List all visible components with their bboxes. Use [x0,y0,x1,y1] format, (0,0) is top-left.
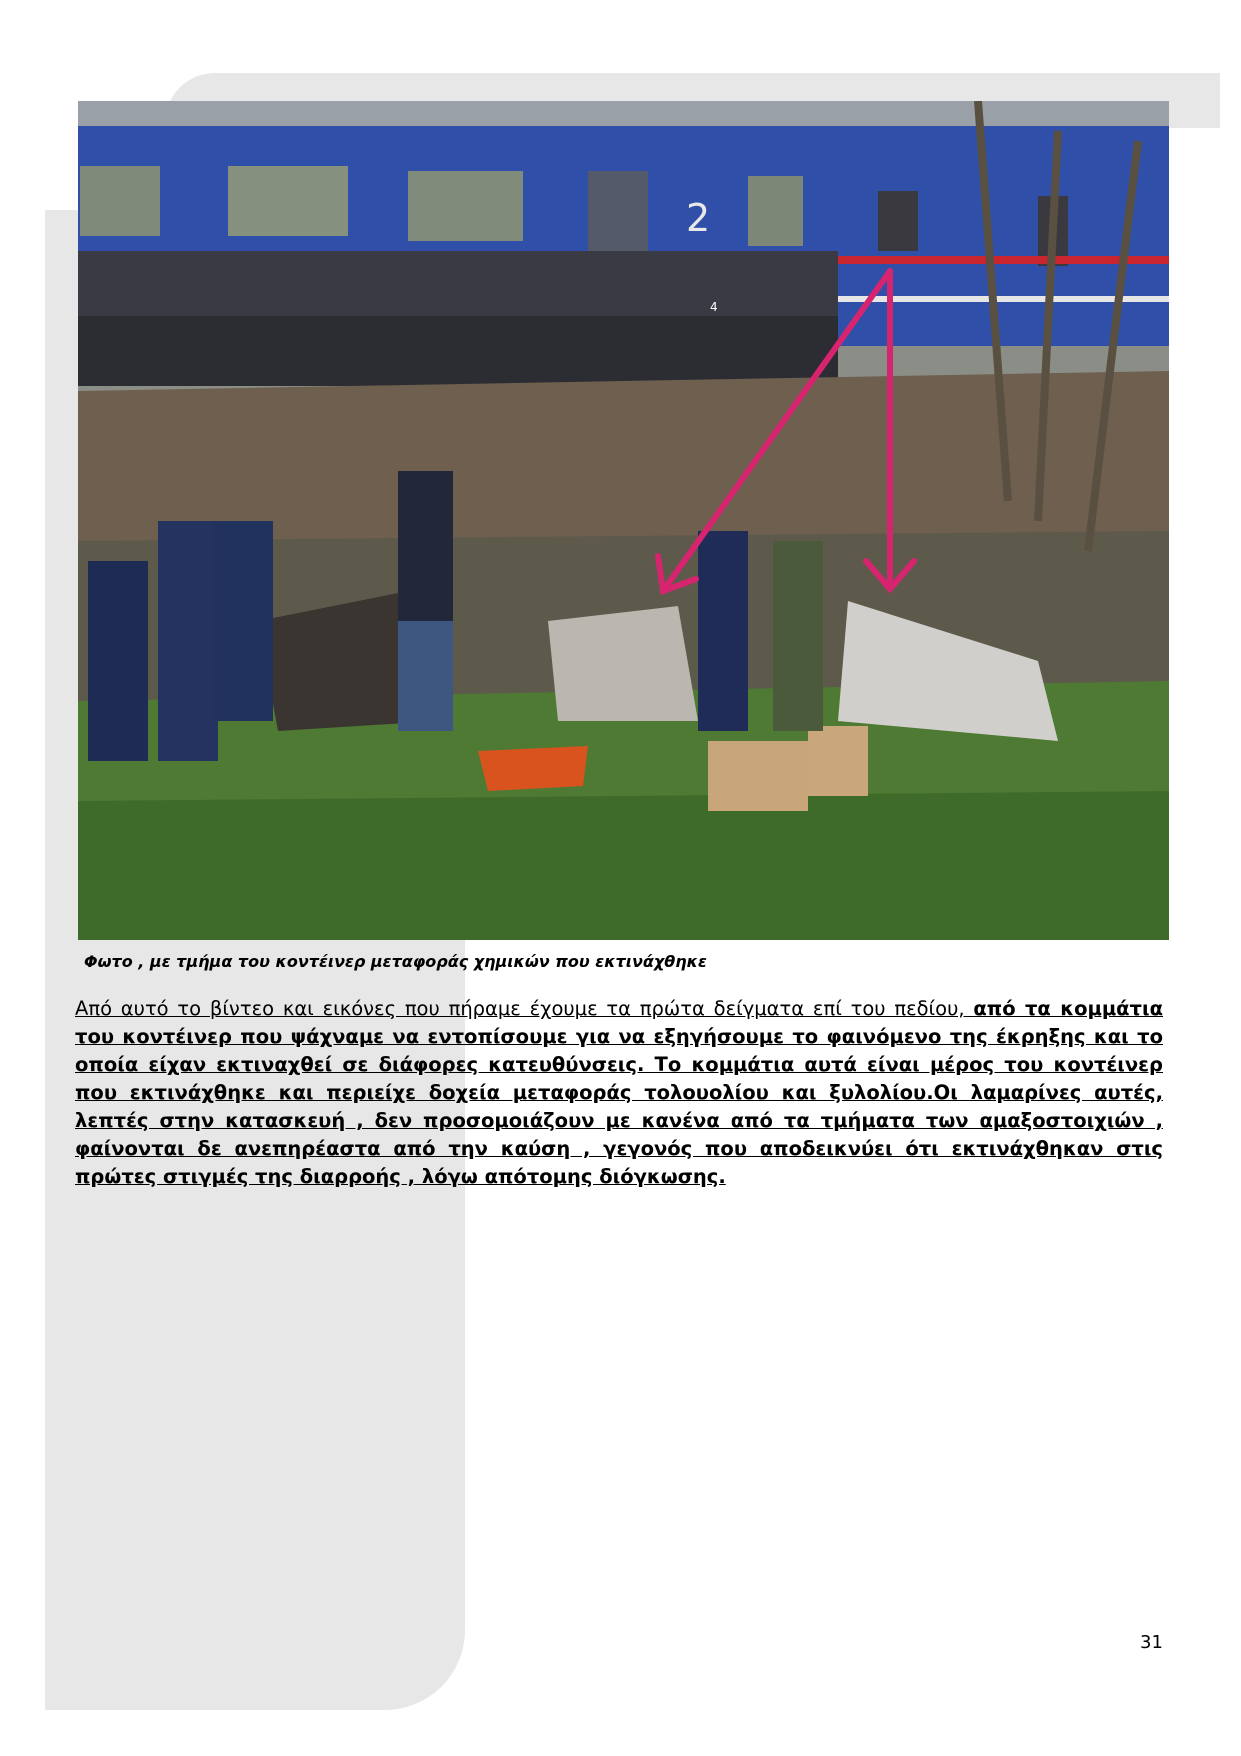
page-number: 31 [1140,1632,1163,1653]
photo-caption: Φωτο , με τμήμα του κοντέινερ μεταφοράς χημικών που εκτινάχθηκε [84,952,707,971]
body-paragraph [75,995,1163,1191]
body-bold-text: από τα κομμάτια του κοντέινερ που ψάχναμε να εντοπίσουμε για να εξηγήσουμε το φαινόμενο της έκρηξης και το οποία είχαν εκτιναχθεί σε διάφορες κατευθύνσεις. Το κομμάτια αυτά είναι μέρος του κοντέινερ που εκτινάχθηκε και περιείχε δοχεία μεταφοράς τολουολίου και ξυλολίου.Οι λαμαρίνες αυτές, λεπτές στην κατασκευή , δεν προσομοιάζουν με κανένα από τα τμήματα των αμαξοστοιχιών , φαίνονται δε ανεπηρέαστα από την καύση , γεγονός που αποδεικνύει ότι εκτινάχθηκαν στις πρώτες στιγμές της διαρροής , λόγω απότομης διόγκωσης. [75,997,1164,1188]
coach-plate: 4 [710,300,718,314]
coach-number: 2 [686,196,711,240]
body-lead-text: Από αυτό το βίντεο και εικόνες που πήραμε έχουμε τα πρώτα δείγματα επί του πεδίου, [75,997,974,1020]
crash-site-photo [78,101,1169,940]
